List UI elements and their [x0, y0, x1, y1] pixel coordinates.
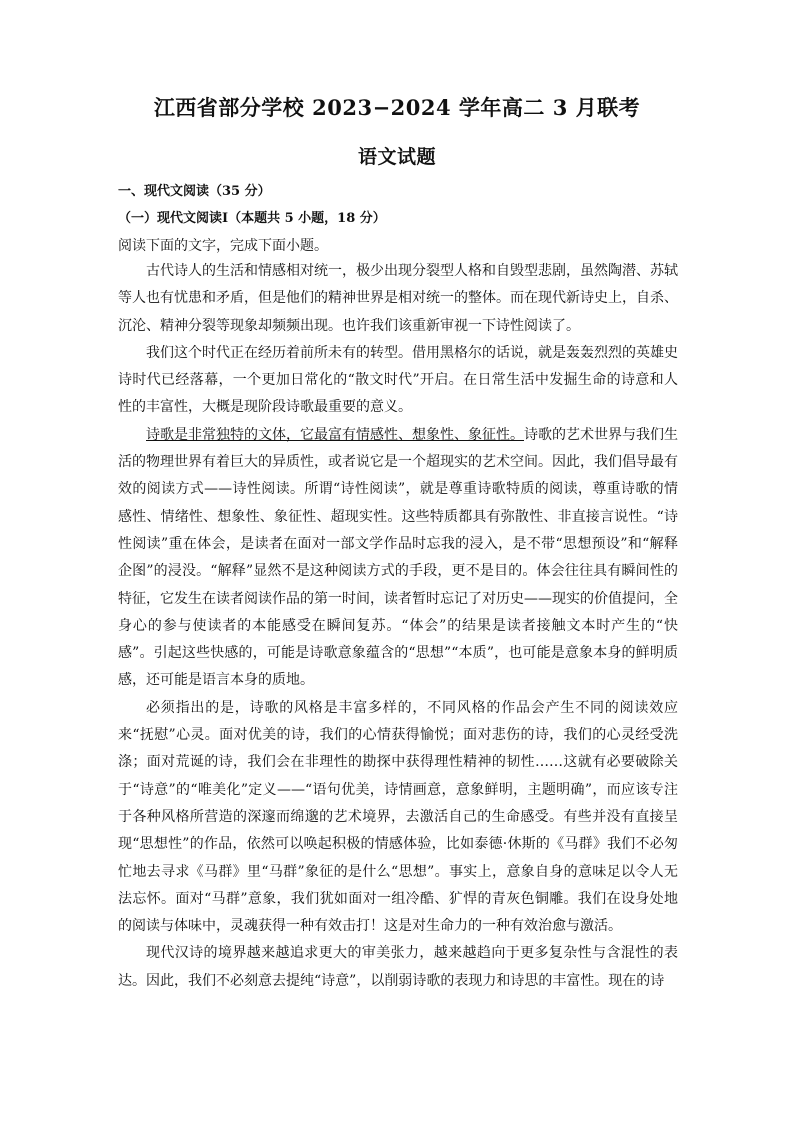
paragraph-5: 现代汉诗的境界越来越追求更大的审美张力，越来越趋向于更多复杂性与含混性的表达。因此，我们不必刻意去提纯“诗意”，以削弱诗歌的表现力和诗思的丰富性。现在的诗 — [118, 945, 678, 989]
instruction-text: 阅读下面的文字，完成下面小题。 — [118, 238, 328, 254]
paragraph-4: 必须指出的是，诗歌的风格是丰富多样的，不同风格的作品会产生不同的阅读效应来“抚慰”心灵。面对优美的诗，我们的心情获得愉悦；面对悲伤的诗，我们的心灵经受洗涤；面对荒诞的诗，我们会在非理性的勘探中获得理性精神的韧性……这就有必要破除关于“诗意”的“唯美化”定义——“语句优美，诗情画意，意象鲜明，主题明确”，而应该专注于各种风格所营造的深邃而绵邈的艺术境界，去激活自己的生命感受。有些并没有直接呈现“思想性”的作品，依然可以唤起积极的情感体验，比如泰德·休斯的《马群》我们不必匆忙地去寻求《马群》里“马群”象征的是什么“思想”。事实上，意象自身的意味足以令人无法忘怀。面对“马群”意象，我们犹如面对一组冷酷、犷悍的青灰色铜雕。我们在设身处地的阅读与体味中，灵魂获得一种有效击打！这是对生命力的一种有效治愈与激活。 — [118, 699, 678, 935]
section-heading: 一、现代文阅读（35 分） — [118, 184, 271, 199]
paragraph-2: 我们这个时代正在经历着前所未有的转型。借用黑格尔的话说，就是轰轰烈烈的英雄史诗时代已经落幕，一个更加日常化的“散文时代”开启。在日常生活中发掘生命的诗意和人性的丰富性，大概是现阶段诗歌最重要的意义。 — [118, 344, 678, 416]
subsection-heading: （一）现代文阅读Ⅰ（本题共 5 小题，18 分） — [118, 211, 386, 226]
underlined-sentence: 诗歌是非常独特的文体，它最富有情感性、想象性、象征性。 — [146, 426, 524, 443]
exam-subtitle: 语文试题 — [357, 146, 436, 168]
paragraph-3-rest: 诗歌的艺术世界与我们生活的物理世界有着巨大的异质性，或者说它是一个超现实的艺术空间。因此，我们倡导最有效的阅读方式——诗性阅读。所谓“诗性阅读”，就是尊重诗歌特质的阅读，尊重诗歌的情感性、情绪性、想象性、象征性、超现实性。这些特质都具有弥散性、非直接言说性。“诗性阅读”重在体会，是读者在面对一部文学作品时忘我的浸入，是不带“思想预设”和“解释企图”的浸没。“解释”显然不是这种阅读方式的手段，更不是目的。体会往往具有瞬间性的特征，它发生在读者阅读作品的第一时间，读者暂时忘记了对历史——现实的价值提问，全身心的参与使读者的本能感受在瞬间复苏。“体会”的结果是读者接触文本时产生的“快感”。引起这些快感的，可能是诗歌意象蕴含的“思想”“本质”，也可能是意象本身的鲜明质感，还可能是语言本身的质地。 — [118, 426, 678, 689]
exam-title: 江西省部分学校 2023−2024 学年高二 3 月联考 — [153, 95, 641, 120]
paragraph-3 — [118, 422, 678, 695]
paragraph-1: 古代诗人的生活和情感相对统一，极少出现分裂型人格和自毁型悲剧，虽然陶潜、苏轼等人也有忧患和矛盾，但是他们的精神世界是相对统一的整体。而在现代新诗史上，自杀、沉沦、精神分裂等现象却频频出现。也许我们该重新审视一下诗性阅读了。 — [118, 263, 678, 334]
passage — [118, 258, 678, 995]
